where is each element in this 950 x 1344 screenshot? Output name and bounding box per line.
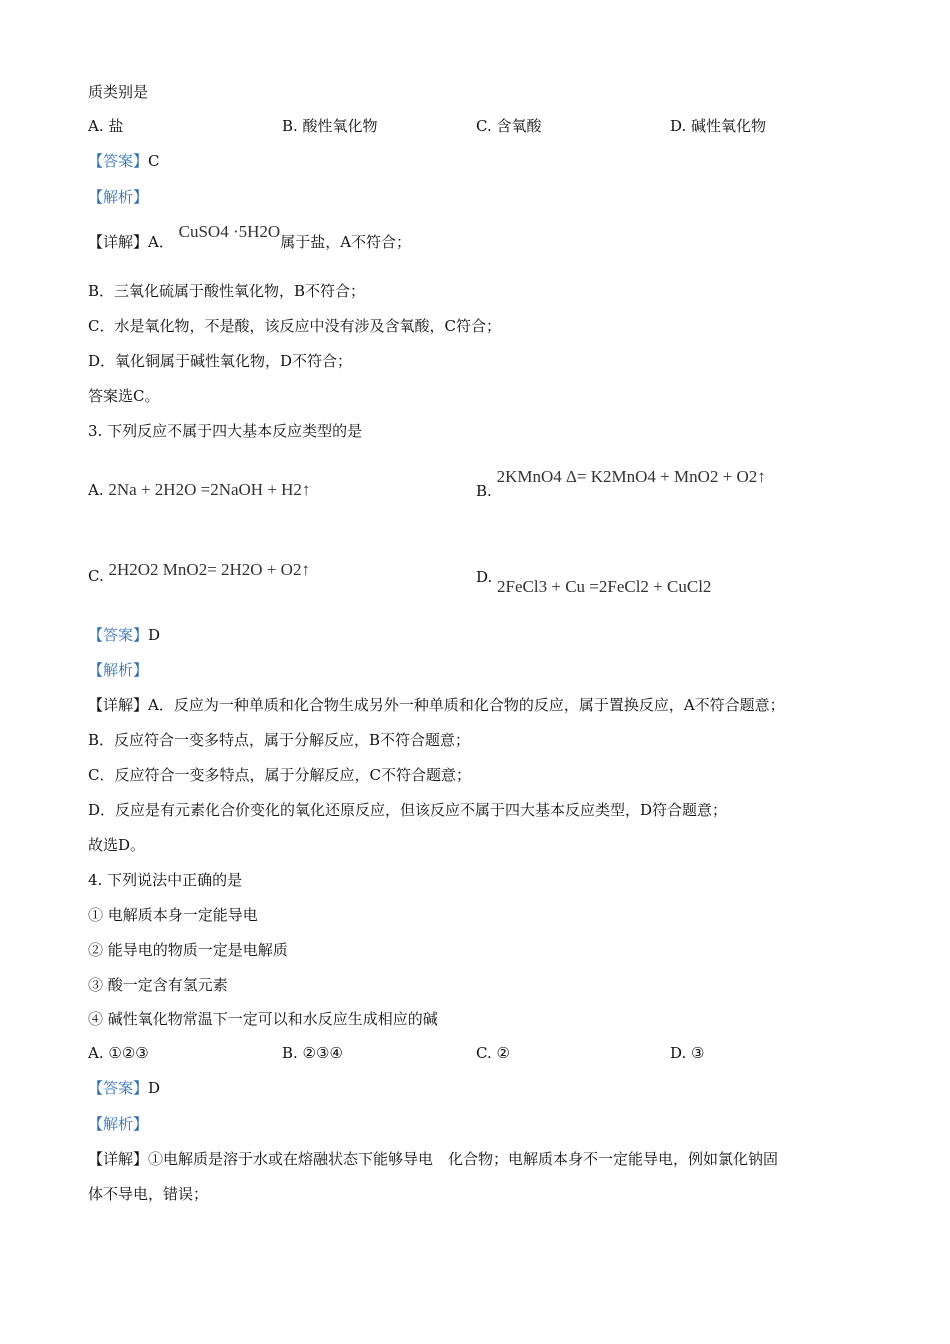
q2-option-c: C. 含氧酸 [476, 117, 542, 135]
q3-stem: 3. 下列反应不属于四大基本反应类型的是 [88, 422, 363, 440]
q4-statement-2: ② 能导电的物质一定是电解质 [88, 941, 288, 959]
option-a-label: A. [88, 481, 104, 499]
q3-detail-b: B．反应符合一变多特点，属于分解反应，B不符合题意； [88, 731, 471, 749]
q4-statement-3: ③ 酸一定含有氢元素 [88, 976, 228, 994]
option-d-label: D. [476, 568, 493, 586]
q2-detail-d: D．氧化铜属于碱性氧化物，D不符合； [88, 352, 353, 370]
q4-answer [88, 1078, 160, 1098]
q3-conclusion: 故选D。 [88, 836, 146, 854]
q4-option-a: A. ①②③ [88, 1044, 149, 1062]
q4-detail-1a [88, 1149, 778, 1169]
q3-answer [88, 625, 160, 645]
equation-b: 2KMnO4 Δ= K2MnO4 + MnO2 + O2↑ [496, 467, 766, 486]
q3-option-d [476, 567, 712, 596]
q2-analysis-label: 【解析】 [88, 188, 149, 206]
q3-option-c [88, 560, 310, 585]
equation-c: 2H2O2 MnO2= 2H2O + O2↑ [108, 560, 310, 579]
q4-option-c: C. ② [476, 1044, 510, 1062]
q4-stem: 4. 下列说法中正确的是 [88, 871, 243, 889]
detail-a-text: A．反应为一种单质和化合物生成另外一种单质和化合物的反应，属于置换反应，A不符合题意； [148, 696, 785, 714]
q3-analysis-label: 【解析】 [88, 661, 149, 679]
q3-option-a [88, 480, 310, 500]
answer-label: 【答案】 [88, 626, 149, 644]
answer-value: C [148, 152, 160, 170]
answer-value: D [148, 626, 161, 644]
equation-d: 2FeCl3 + Cu =2FeCl2 + CuCl2 [497, 577, 712, 596]
q2-detail-c: C．水是氧化物，不是酸，该反应中没有涉及含氧酸，C符合； [88, 317, 501, 335]
chem-formula-cuso4: CuSO4 ·5H2O [178, 222, 281, 241]
q2-conclusion: 答案选C。 [88, 387, 160, 405]
q4-detail-1b: 体不导电，错误； [88, 1185, 209, 1203]
q4-option-d: D. ③ [670, 1044, 705, 1062]
option-c-label: C. [88, 567, 104, 585]
answer-label: 【答案】 [88, 152, 149, 170]
detail-a-prefix: A． [148, 233, 174, 251]
q4-statement-1: ① 电解质本身一定能导电 [88, 906, 258, 924]
detail-label: 【详解】 [88, 233, 149, 251]
equation-a: 2Na + 2H2O =2NaOH + H2↑ [108, 480, 311, 499]
q2-option-a: A. 盐 [88, 117, 124, 135]
q3-option-b [476, 467, 766, 500]
q2-stem-tail: 质类别是 [88, 83, 149, 101]
detail-1a-text: ①电解质是溶于水或在熔融状态下能够导电 化合物；电解质本身不一定能导电，例如氯化钠固 [148, 1150, 779, 1168]
q3-detail-a [88, 695, 785, 715]
q2-option-b: B. 酸性氧化物 [282, 117, 378, 135]
q2-answer [88, 151, 160, 171]
detail-label: 【详解】 [88, 696, 149, 714]
answer-value: D [148, 1079, 161, 1097]
answer-label: 【答案】 [88, 1079, 149, 1097]
detail-a-suffix: 属于盐，A不符合； [280, 233, 412, 251]
detail-label: 【详解】 [88, 1150, 149, 1168]
q2-option-d: D. 碱性氧化物 [670, 117, 767, 135]
q3-detail-c: C．反应符合一变多特点，属于分解反应，C不符合题意； [88, 766, 471, 784]
q4-option-b: B. ②③④ [282, 1044, 343, 1062]
q4-statement-4: ④ 碱性氧化物常温下一定可以和水反应生成相应的碱 [88, 1010, 438, 1028]
q2-detail-b: B．三氧化硫属于酸性氧化物，B不符合； [88, 282, 366, 300]
q2-detail-a [88, 222, 412, 252]
option-b-label: B. [476, 482, 492, 500]
q3-detail-d: D．反应是有元素化合价变化的氧化还原反应，但该反应不属于四大基本反应类型，D符合题意； [88, 801, 728, 819]
q4-analysis-label: 【解析】 [88, 1115, 149, 1133]
